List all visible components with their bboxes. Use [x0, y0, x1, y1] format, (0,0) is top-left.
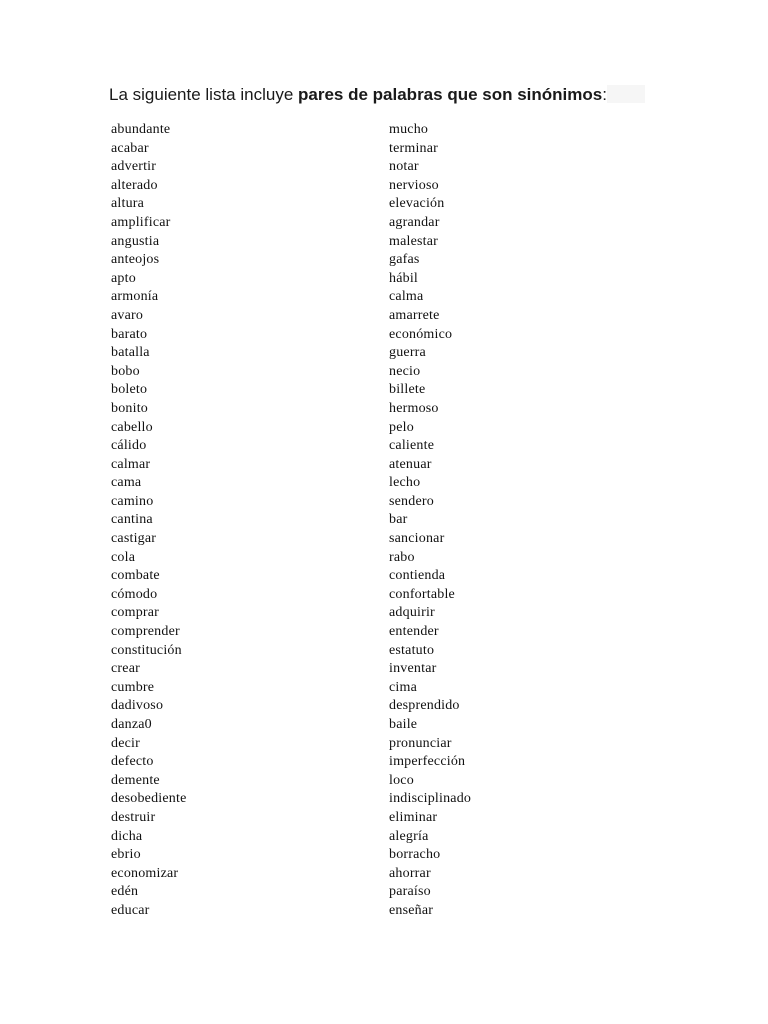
synonym-pair	[111, 140, 531, 159]
synonym: contienda	[389, 568, 446, 584]
synonym: alegría	[389, 828, 429, 844]
word: cabello	[111, 419, 153, 435]
word: castigar	[111, 531, 157, 547]
synonym: terminar	[389, 140, 439, 156]
word: altura	[111, 196, 145, 212]
word: desobediente	[111, 791, 187, 807]
word: armonía	[111, 289, 159, 305]
word: alterado	[111, 177, 158, 193]
synonym-pair	[111, 790, 531, 809]
synonym: rabo	[389, 549, 415, 565]
synonym: hermoso	[389, 400, 439, 416]
synonym-pair	[111, 270, 531, 289]
synonym: borracho	[389, 847, 441, 863]
synonym-pair	[111, 419, 531, 438]
synonym: desprendido	[389, 698, 460, 714]
synonym: confortable	[389, 586, 455, 602]
synonym: mucho	[389, 122, 429, 137]
synonym-pair	[111, 121, 531, 140]
word: avaro	[111, 307, 144, 323]
synonym-pair	[111, 660, 531, 679]
word: calmar	[111, 456, 151, 472]
word: cama	[111, 475, 142, 491]
word: ebrio	[111, 847, 141, 863]
synonym: pronunciar	[389, 735, 452, 751]
synonym-pair	[111, 567, 531, 586]
synonym: billete	[389, 382, 426, 398]
synonym: loco	[389, 772, 414, 788]
synonym: malestar	[389, 233, 439, 249]
synonym-pair	[111, 288, 531, 307]
word: constitución	[111, 642, 182, 658]
synonym: baile	[389, 717, 418, 732]
word: anteojos	[111, 252, 160, 268]
synonym-pair	[111, 772, 531, 791]
synonym: ahorrar	[389, 865, 431, 881]
word: edén	[111, 884, 139, 900]
synonym-pair	[111, 177, 531, 196]
synonym-pair	[111, 326, 531, 345]
synonym: eliminar	[389, 809, 438, 825]
synonym: guerra	[389, 345, 426, 361]
synonym-pair	[111, 381, 531, 400]
synonym: bar	[389, 512, 408, 528]
word: cómodo	[111, 586, 158, 602]
synonym-pair	[111, 623, 531, 642]
synonym-pair	[111, 437, 531, 456]
synonym: cima	[389, 679, 418, 695]
synonym-pair	[111, 753, 531, 772]
word: crear	[111, 661, 140, 677]
synonym: indisciplinado	[389, 791, 472, 807]
shaded-highlight	[607, 85, 645, 103]
synonym-pair	[111, 307, 531, 326]
intro-sentence	[109, 84, 645, 106]
synonym: caliente	[389, 438, 435, 454]
word: cantina	[111, 512, 153, 528]
synonym-pair	[111, 344, 531, 363]
synonym-pair	[111, 456, 531, 475]
word: comprender	[111, 624, 180, 640]
synonym: calma	[389, 289, 424, 305]
word: bobo	[111, 363, 140, 379]
word: cumbre	[111, 679, 155, 695]
word: educar	[111, 902, 150, 918]
synonym-pair	[111, 642, 531, 661]
synonym: pelo	[389, 419, 414, 435]
word: combate	[111, 568, 160, 584]
word: bonito	[111, 400, 148, 416]
word: destruir	[111, 809, 156, 825]
synonym: atenuar	[389, 456, 432, 472]
word: apto	[111, 270, 136, 286]
word: dadivoso	[111, 698, 164, 714]
synonym-pair	[111, 865, 531, 884]
synonym-pair	[111, 902, 531, 921]
synonym: elevación	[389, 196, 445, 212]
synonym: estatuto	[389, 642, 435, 658]
synonym: hábil	[389, 270, 418, 286]
intro-suffix: :	[602, 85, 607, 104]
word: demente	[111, 772, 160, 788]
synonym-pair	[111, 251, 531, 270]
synonym-pair	[111, 493, 531, 512]
synonym: amarrete	[389, 307, 440, 323]
intro-emphasis: pares de palabras que son sinónimos	[298, 85, 603, 104]
synonym: gafas	[389, 252, 420, 268]
word: cola	[111, 549, 136, 565]
word: decir	[111, 735, 140, 751]
synonym-pair	[111, 530, 531, 549]
word: angustia	[111, 233, 160, 249]
synonym-pair	[111, 586, 531, 605]
synonym-pair	[111, 511, 531, 530]
synonym-pair	[111, 679, 531, 698]
word: advertir	[111, 159, 157, 175]
word: cálido	[111, 438, 147, 454]
synonym-pair	[111, 604, 531, 623]
synonym-pair	[111, 549, 531, 568]
synonym: sendero	[389, 493, 434, 509]
synonym-pair	[111, 697, 531, 716]
synonym: económico	[389, 326, 453, 342]
word: barato	[111, 326, 148, 342]
synonym-pair	[111, 883, 531, 902]
synonym-pair	[111, 735, 531, 754]
word: comprar	[111, 605, 160, 621]
synonym-list	[111, 121, 531, 921]
synonym-pair	[111, 214, 531, 233]
word: amplificar	[111, 214, 171, 230]
word: abundante	[111, 122, 171, 137]
synonym: notar	[389, 159, 419, 175]
synonym: paraíso	[389, 884, 431, 900]
synonym-pair	[111, 195, 531, 214]
synonym-pair	[111, 233, 531, 252]
synonym: inventar	[389, 661, 437, 677]
synonym-pair	[111, 363, 531, 382]
synonym-pair	[111, 809, 531, 828]
synonym-pair	[111, 400, 531, 419]
intro-prefix: La siguiente lista incluye	[109, 85, 299, 104]
synonym-pair	[111, 828, 531, 847]
word: camino	[111, 493, 154, 509]
synonym: sancionar	[389, 531, 445, 547]
synonym: agrandar	[389, 214, 440, 230]
word: batalla	[111, 345, 150, 361]
synonym: lecho	[389, 475, 421, 491]
synonym: necio	[389, 363, 421, 379]
synonym-pair	[111, 846, 531, 865]
synonym: enseñar	[389, 902, 434, 918]
word: defecto	[111, 754, 154, 770]
synonym-pair	[111, 474, 531, 493]
synonym: adquirir	[389, 605, 435, 621]
synonym: nervioso	[389, 177, 439, 193]
word: economizar	[111, 865, 179, 881]
synonym: imperfección	[389, 754, 466, 770]
word: acabar	[111, 140, 149, 156]
word: danza0	[111, 717, 152, 732]
synonym-pair	[111, 716, 531, 735]
word: dicha	[111, 828, 143, 844]
synonym-pair	[111, 158, 531, 177]
synonym: entender	[389, 624, 439, 640]
word: boleto	[111, 382, 148, 398]
